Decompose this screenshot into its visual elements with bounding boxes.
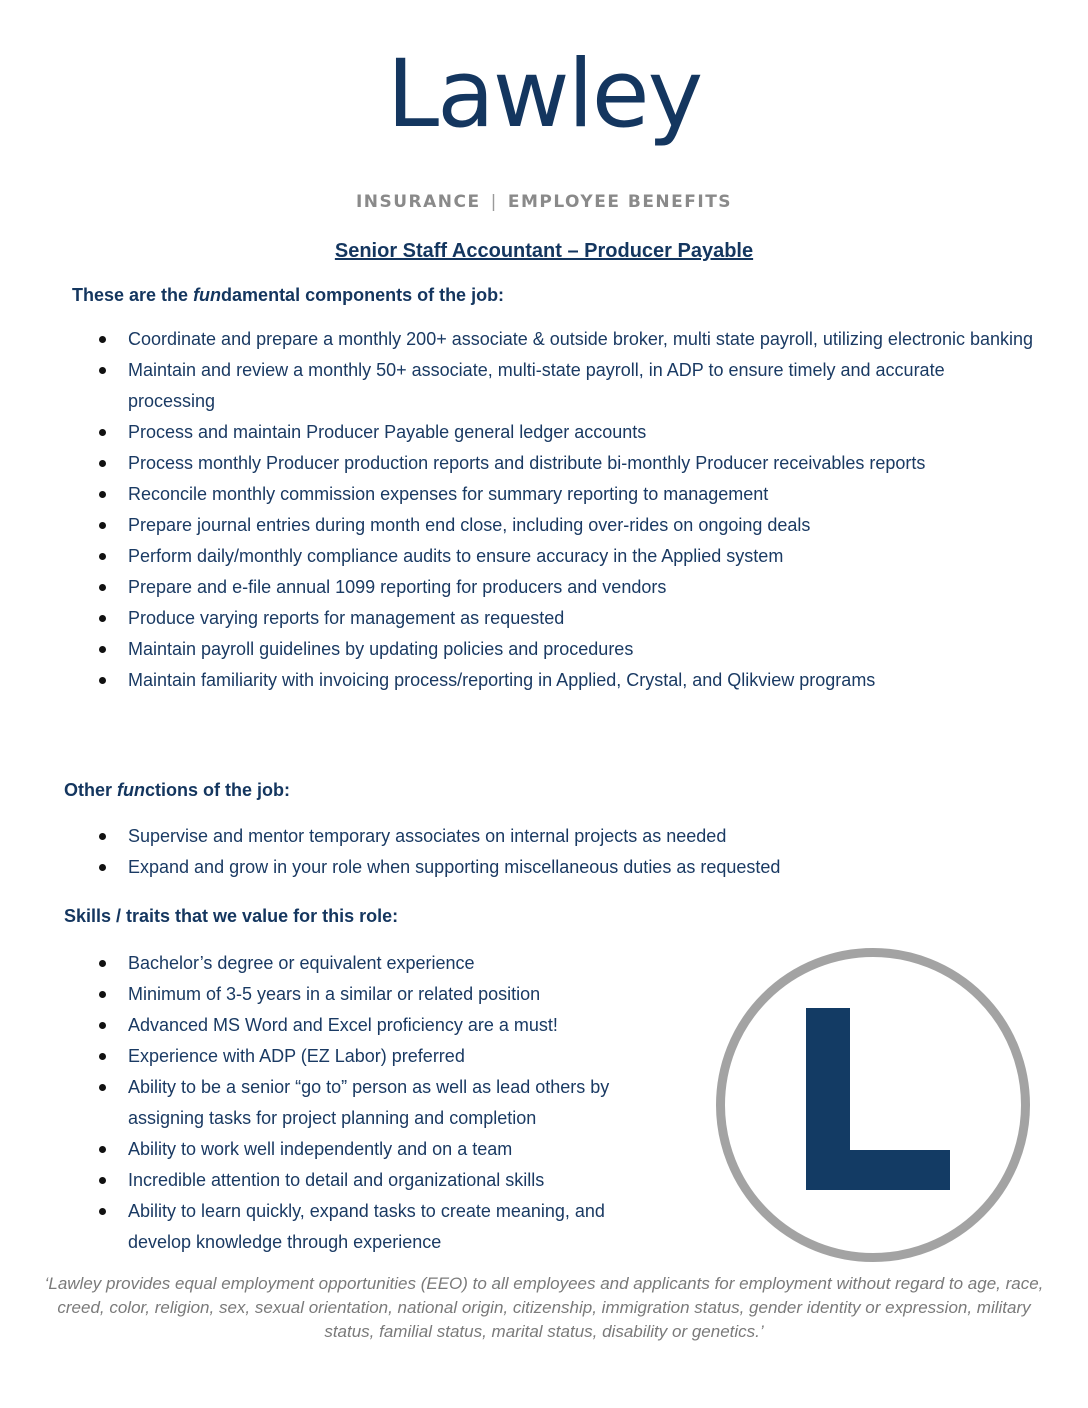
list-item: Maintain payroll guidelines by updating policies and procedures — [64, 634, 1034, 665]
skills-traits-list — [64, 948, 664, 1258]
list-item: Minimum of 3-5 years in a similar or related position — [64, 979, 664, 1010]
job-title: Senior Staff Accountant – Producer Payable — [334, 240, 754, 262]
list-item: Bachelor’s degree or equivalent experience — [64, 948, 664, 979]
section-skills-heading: Skills / traits that we value for this role: — [64, 906, 399, 926]
badge-letter-foot — [806, 1150, 950, 1190]
list-item: Process and maintain Producer Payable general ledger accounts — [64, 417, 1034, 448]
fundamental-components-list — [64, 324, 1034, 696]
heading-text-emphasis: fun — [193, 285, 222, 305]
section-fundamental-heading — [72, 285, 504, 306]
heading-text-pre: Other — [64, 780, 118, 800]
tagline-separator: | — [490, 192, 498, 212]
heading-text-post: damental components of the job: — [221, 285, 505, 305]
list-item: Experience with ADP (EZ Labor) preferred — [64, 1041, 664, 1072]
company-logo-wordmark: Lawley — [386, 40, 702, 149]
list-item: Prepare and e-file annual 1099 reporting for producers and vendors — [64, 572, 1034, 603]
heading-text-pre: These are the — [72, 285, 194, 305]
other-functions-list — [64, 821, 1034, 883]
list-item: Produce varying reports for management as requested — [64, 603, 1034, 634]
list-item: Incredible attention to detail and organizational skills — [64, 1165, 664, 1196]
list-item: Perform daily/monthly compliance audits to ensure accuracy in the Applied system — [64, 541, 1034, 572]
list-item: Maintain and review a monthly 50+ associate, multi-state payroll, in ADP to ensure timely and accurate processing — [64, 355, 1034, 417]
lawley-l-badge-icon — [716, 948, 1030, 1262]
list-item: Ability to be a senior “go to” person as well as lead others by assigning tasks for project planning and completion — [64, 1072, 664, 1134]
list-item: Expand and grow in your role when supporting miscellaneous duties as requested — [64, 852, 1034, 883]
list-item: Ability to work well independently and on a team — [64, 1134, 664, 1165]
list-item: Process monthly Producer production reports and distribute bi-monthly Producer receivables reports — [64, 448, 1034, 479]
list-item: Coordinate and prepare a monthly 200+ associate & outside broker, multi state payroll, utilizing electronic banking — [64, 324, 1034, 355]
heading-text-post: ctions of the job: — [145, 780, 290, 800]
list-item: Supervise and mentor temporary associates on internal projects as needed — [64, 821, 1034, 852]
list-item: Maintain familiarity with invoicing process/reporting in Applied, Crystal, and Qlikview programs — [64, 665, 1034, 696]
heading-text-emphasis: fun — [117, 780, 145, 800]
list-item: Reconcile monthly commission expenses for summary reporting to management — [64, 479, 1034, 510]
section-other-heading — [64, 780, 290, 801]
tagline-insurance: INSURANCE — [355, 192, 481, 212]
tagline-employee-benefits: EMPLOYEE BENEFITS — [507, 192, 733, 212]
list-item: Advanced MS Word and Excel proficiency are a must! — [64, 1010, 664, 1041]
company-logo-tagline — [0, 192, 1088, 212]
eeo-statement: ‘Lawley provides equal employment opportunities (EEO) to all employees and applicants for employment without regard to age, race, creed, color, religion, sex, sexual orientation, national origin, citizenship, immigration status, gender identity or expression, military status, familial status, marital status, disability or genetics.’ — [44, 1274, 1044, 1341]
list-item: Ability to learn quickly, expand tasks to create meaning, and develop knowledge through experience — [64, 1196, 664, 1258]
list-item: Prepare journal entries during month end close, including over-rides on ongoing deals — [64, 510, 1034, 541]
